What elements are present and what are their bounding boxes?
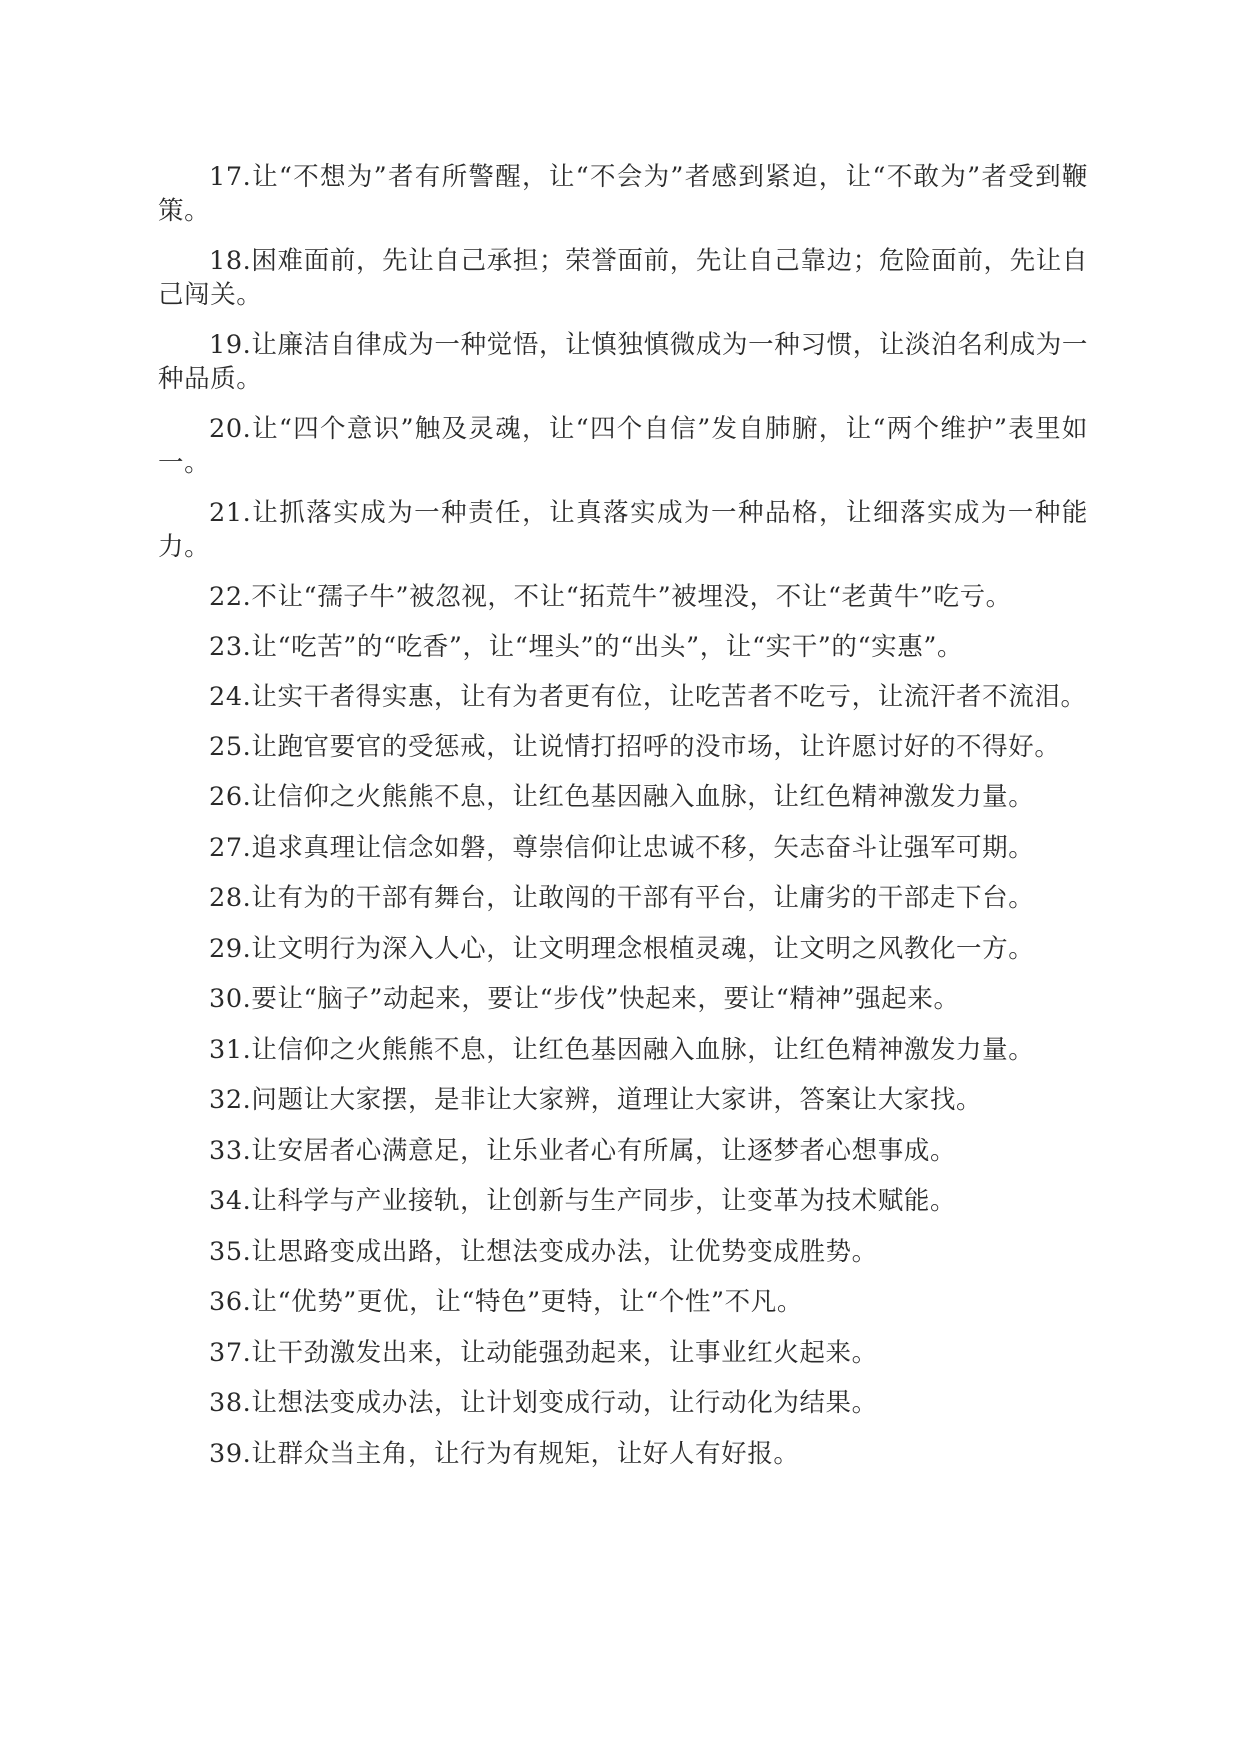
list-item [158, 1285, 1088, 1319]
item-text: 让安居者心满意足，让乐业者心有所属，让逐梦者心想事成。 [251, 1135, 957, 1166]
item-number: 31. [209, 1034, 252, 1065]
list-item [158, 1184, 1088, 1218]
slogan-list [158, 160, 1088, 1471]
item-number: 29. [209, 933, 252, 964]
list-item [158, 160, 1088, 228]
list-item [158, 680, 1088, 714]
item-number: 34. [209, 1186, 252, 1216]
item-text: 让“吃苦”的“吃香”，让“埋头”的“出头”，让“实干”的“实惠”。 [251, 632, 964, 662]
list-item [158, 630, 1088, 664]
item-text: 让群众当主角，让行为有规矩，让好人有好报。 [251, 1438, 800, 1469]
item-number: 35. [209, 1236, 252, 1267]
item-number: 26. [209, 782, 252, 812]
item-number: 36. [209, 1287, 252, 1317]
item-number: 25. [209, 732, 252, 762]
item-text: 让文明行为深入人心，让文明理念根植灵魂，让文明之风教化一方。 [251, 933, 1035, 964]
list-item [158, 1336, 1088, 1370]
document-page [158, 160, 1088, 1487]
item-text: 让信仰之火熊熊不息，让红色基因融入血脉，让红色精神激发力量。 [251, 1034, 1035, 1065]
list-item [158, 1437, 1088, 1471]
item-text: 让跑官要官的受惩戒，让说情打招呼的没市场，让许愿讨好的不得好。 [251, 732, 1061, 762]
item-number: 17. [209, 162, 252, 192]
item-text: 困难面前，先让自己承担；荣誉面前，先让自己靠边；危险面前，先让自己闯关。 [158, 246, 1088, 310]
item-text: 让科学与产业接轨，让创新与生产同步，让变革为技术赋能。 [251, 1186, 957, 1216]
item-number: 27. [209, 832, 252, 863]
item-text: 让思路变成出路，让想法变成办法，让优势变成胜势。 [251, 1236, 878, 1267]
list-item [158, 831, 1088, 865]
list-item [158, 780, 1088, 814]
list-item [158, 328, 1088, 396]
list-item [158, 1134, 1088, 1168]
item-text: 让信仰之火熊熊不息，让红色基因融入血脉，让红色精神激发力量。 [251, 782, 1035, 812]
item-text: 让“优势”更优，让“特色”更特，让“个性”不凡。 [251, 1287, 803, 1317]
list-item [158, 881, 1088, 915]
item-number: 24. [209, 682, 252, 712]
item-number: 19. [209, 330, 252, 360]
list-item [158, 730, 1088, 764]
item-number: 21. [209, 498, 252, 528]
list-item [158, 1083, 1088, 1117]
item-number: 30. [209, 984, 252, 1014]
item-text: 让抓落实成为一种责任，让真落实成为一种品格，让细落实成为一种能力。 [158, 498, 1088, 562]
item-text: 要让“脑子”动起来，要让“步伐”快起来，要让“精神”强起来。 [251, 984, 960, 1014]
list-item [158, 1235, 1088, 1269]
item-number: 22. [209, 582, 252, 612]
item-text: 让想法变成办法，让计划变成行动，让行动化为结果。 [251, 1388, 878, 1418]
item-text: 不让“孺子牛”被忽视，不让“拓荒牛”被埋没，不让“老黄牛”吃亏。 [251, 582, 1012, 612]
list-item [158, 580, 1088, 614]
item-text: 追求真理让信念如磐，尊崇信仰让忠诚不移，矢志奋斗让强军可期。 [251, 832, 1035, 863]
list-item [158, 496, 1088, 564]
list-item [158, 1386, 1088, 1420]
list-item [158, 412, 1088, 480]
item-text: 问题让大家摆，是非让大家辨，道理让大家讲，答案让大家找。 [251, 1085, 983, 1115]
item-text: 让“不想为”者有所警醒，让“不会为”者感到紧迫，让“不敢为”者受到鞭策。 [158, 162, 1088, 226]
item-text: 让实干者得实惠，让有为者更有位，让吃苦者不吃亏，让流汗者不流泪。 [251, 682, 1087, 712]
item-number: 20. [209, 414, 252, 444]
item-number: 38. [209, 1388, 252, 1418]
item-number: 18. [209, 246, 252, 276]
item-text: 让“四个意识”触及灵魂，让“四个自信”发自肺腑，让“两个维护”表里如一。 [158, 414, 1088, 478]
item-number: 32. [209, 1085, 252, 1115]
list-item [158, 982, 1088, 1016]
list-item [158, 244, 1088, 312]
item-text: 让廉洁自律成为一种觉悟，让慎独慎微成为一种习惯，让淡泊名利成为一种品质。 [158, 330, 1088, 394]
list-item [158, 1033, 1088, 1067]
item-text: 让干劲激发出来，让动能强劲起来，让事业红火起来。 [251, 1337, 878, 1368]
list-item [158, 932, 1088, 966]
item-number: 39. [209, 1438, 252, 1469]
item-number: 28. [209, 883, 252, 913]
item-number: 37. [209, 1337, 252, 1368]
item-text: 让有为的干部有舞台，让敢闯的干部有平台，让庸劣的干部走下台。 [251, 883, 1035, 913]
item-number: 23. [209, 632, 252, 662]
item-number: 33. [209, 1135, 252, 1166]
